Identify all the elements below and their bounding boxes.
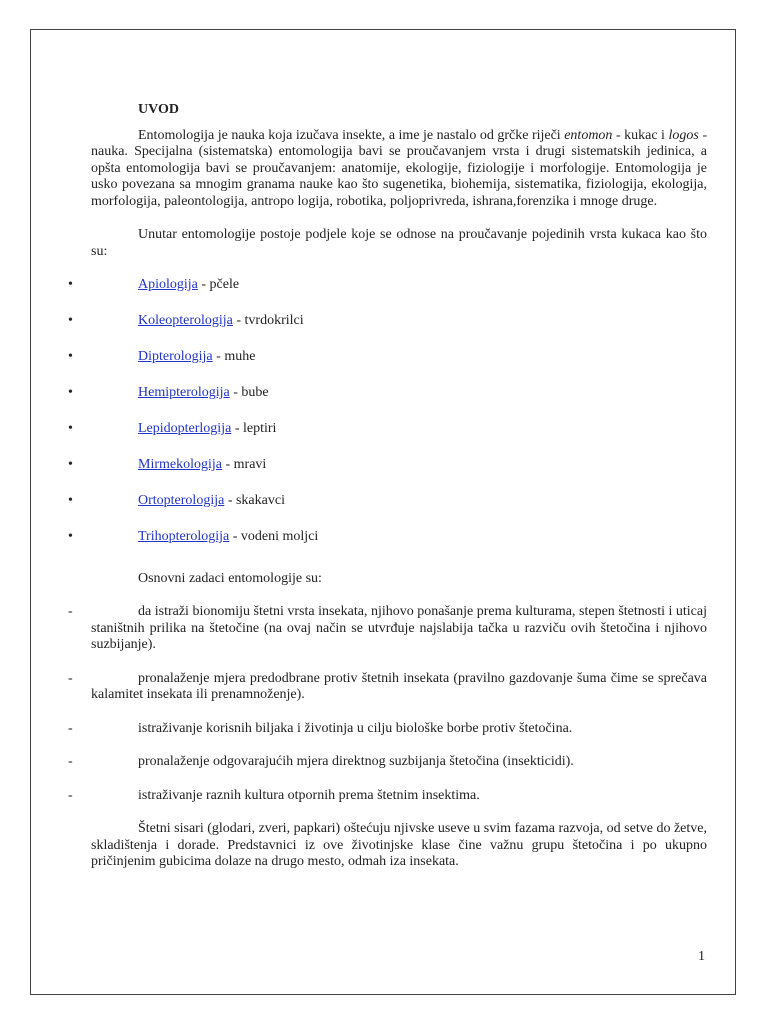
list-item-desc: - tvrdokrilci [232,313,304,328]
list-item [68,754,707,771]
list-item [68,720,707,738]
bullet-marker: • [68,457,73,472]
list-item [68,313,707,330]
dash-marker: - [68,787,73,803]
task-text: pronalaženje mjera predodbrane protiv štetnih insekata (pravilno gazdovanje šuma čime se sprečava kalamitet insekata ili prenamnoženje). [91,670,707,702]
link-dipterologija[interactable]: Dipterologija [138,349,213,364]
subdivision-paragraph: Unutar entomologije postoje podjele koje se odnose na proučavanje pojedinih vrsta kukaca kao što su: [91,227,707,259]
bullet-marker: • [68,349,73,364]
bullet-marker: • [68,277,73,292]
link-trihopterologija[interactable]: Trihopterologija [138,529,230,544]
task-text: istraživanje korisnih biljaka i životinja u cilju biološke borbe protiv štetočina. [138,720,573,736]
link-hemipterologija[interactable]: Hemipterologija [138,385,230,400]
list-item [68,277,707,294]
list-item [68,670,707,704]
page-number: 1 [698,949,705,964]
list-item-desc: - pčele [197,277,240,292]
intro-text-2: - kukac i [612,127,669,143]
bullet-marker: • [68,529,73,544]
intro-text-3: - nauka. Specijalna (sistematska) entomologija bavi se proučavanjem vrsta i drugi sistematskih jedinica, a opšta entomologija bavi se proučavanjem: anatomije, ekologije, fiziologije i morfologije. Entomologija je usko povezana sa mnogim granama nauke kao što sugenetika, biohemija, sistematika, fiziologija, ekologija, morfologija, paleontologija, antropo logija, robotika, poljoprivreda, ishrana,forenzika i mnoge druge. [91,127,707,209]
bullet-marker: • [68,421,73,436]
task-text: istraživanje raznih kultura otpornih prema štetnim insektima. [138,787,480,803]
list-item [68,604,707,654]
dash-marker: - [68,720,73,736]
intro-term-entomon: entomon [564,127,613,143]
list-item [68,421,707,438]
list-item-desc: - vodeni moljci [229,529,319,544]
list-item [68,529,707,546]
bullet-marker: • [68,385,73,400]
task-text: pronalaženje odgovarajućih mjera direktnog suzbijanja štetočina (insekticidi). [138,754,574,769]
bullet-marker: • [68,493,73,508]
list-item [68,457,707,474]
list-item-desc: - skakavci [224,493,285,508]
intro-paragraph [91,128,707,211]
dash-marker: - [68,670,73,686]
intro-text-1: Entomologija je nauka koja izučava insekte, a ime je nastalo od grčke riječi [138,127,565,143]
list-item-desc: - muhe [212,349,256,364]
link-ortopterologija[interactable]: Ortopterologija [138,493,225,508]
tasks-list [68,604,707,804]
closing-paragraph: Štetni sisari (glodari, zveri, papkari) oštećuju njivske useve u svim fazama razvoja, od setve do žetve, skladištenja i dorade. Predstavnici iz ove životinjske klase čine važnu grupu štetočina i po ukupno pričinjenim gubicima dolaze na drugo mesto, odmah iza insekata. [91,821,707,869]
tasks-intro: Osnovni zadaci entomologije su: [138,570,322,586]
list-item [68,385,707,402]
link-lepidopterlogija[interactable]: Lepidopterlogija [138,421,232,436]
subdivision-list [68,277,707,546]
link-apiologija[interactable]: Apiologija [138,277,198,292]
dash-marker: - [68,754,73,769]
intro-term-logos: logos [668,127,699,143]
task-text: da istraži bionomiju štetni vrsta insekata, njihovo ponašanje prema kulturama, stepen štetnosti i uticaj staništnih prilika na štetočine (na ovaj način se utvrđuje najslabija tačka u razviču ovih štetočina i njihovo suzbijanje). [91,604,707,652]
list-item [68,787,707,805]
link-mirmekologija[interactable]: Mirmekologija [138,457,222,472]
bullet-marker: • [68,313,73,328]
document-body [68,102,707,888]
section-heading: UVOD [138,102,179,117]
list-item-desc: - bube [229,385,269,400]
link-koleopterologija[interactable]: Koleopterologija [138,313,233,328]
dash-marker: - [68,604,73,619]
list-item [68,493,707,510]
document-page [30,29,736,995]
list-item-desc: - mravi [222,457,267,472]
list-item-desc: - leptiri [231,421,277,436]
list-item [68,349,707,366]
